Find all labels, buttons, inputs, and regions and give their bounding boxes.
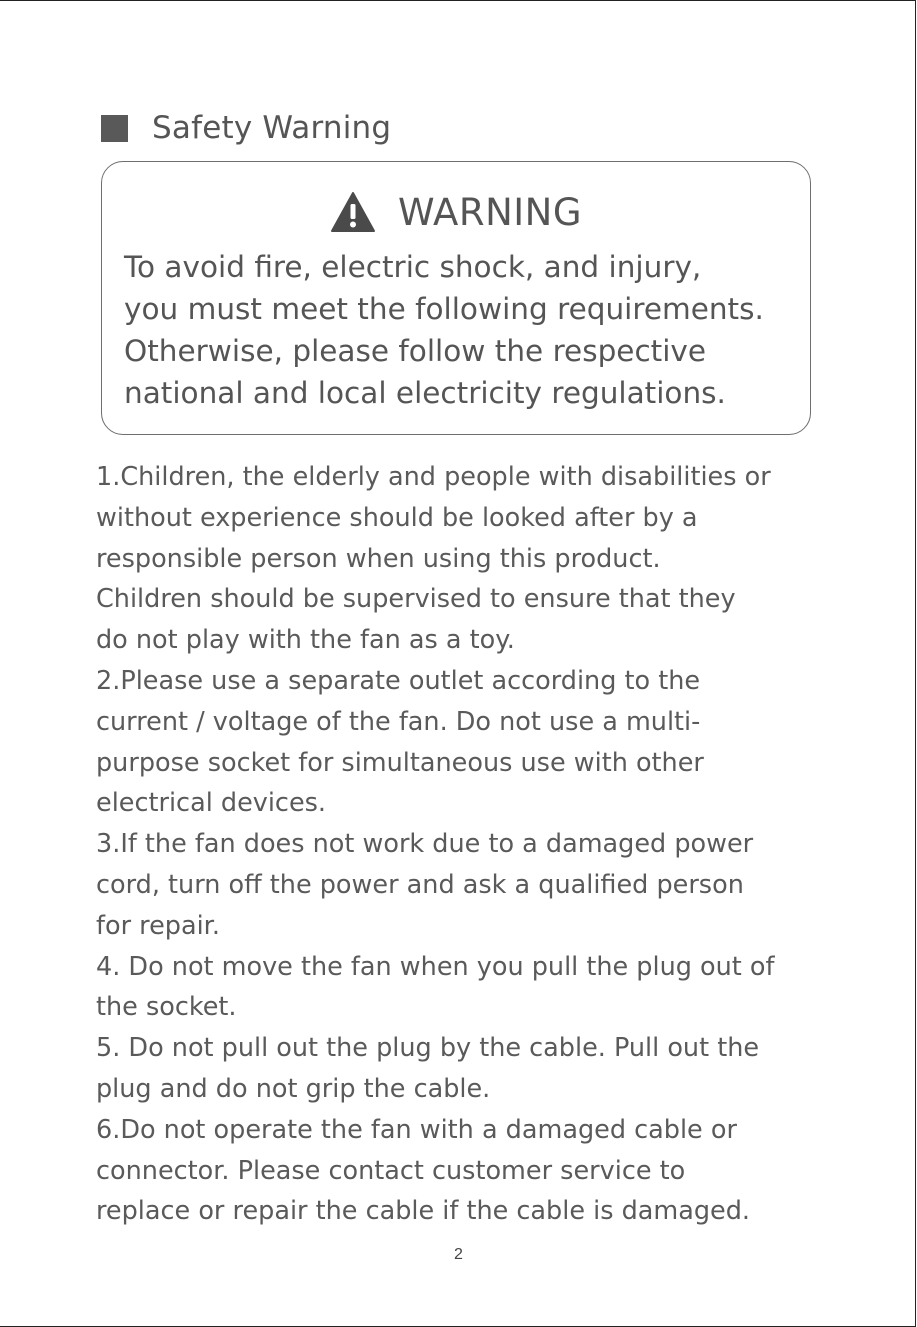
list-item-line: responsible person when using this product. xyxy=(96,543,661,574)
warning-box xyxy=(101,161,811,435)
list-item-line: current / voltage of the fan. Do not use a multi- xyxy=(96,706,701,737)
list-item-line: plug and do not grip the cable. xyxy=(96,1073,491,1104)
list-item xyxy=(96,1110,816,1232)
warning-triangle-icon xyxy=(330,191,376,233)
warning-line: To avoid fire, electric shock, and injury, xyxy=(124,250,702,284)
warning-title: WARNING xyxy=(397,190,583,234)
list-item-line: connector. Please contact customer service to xyxy=(96,1155,686,1186)
list-item-line: 3.If the fan does not work due to a damaged power xyxy=(96,829,754,860)
list-item-line: do not play with the fan as a toy. xyxy=(96,625,515,656)
list-item-line: 1.Children, the elderly and people with disabilities or xyxy=(96,462,771,492)
list-item xyxy=(96,947,816,1029)
warning-line: Otherwise, please follow the respective xyxy=(124,334,707,368)
list-item-line: Children should be supervised to ensure that they xyxy=(96,584,736,615)
list-item-line: the socket. xyxy=(96,992,237,1023)
warning-text xyxy=(124,246,764,414)
warning-line: you must meet the following requirements. xyxy=(124,292,764,326)
list-item-line: 5. Do not pull out the plug by the cable. Pull out the xyxy=(96,1033,760,1064)
list-item xyxy=(96,1028,816,1110)
section-title: Safety Warning xyxy=(152,110,392,146)
list-item-line: 2.Please use a separate outlet according to the xyxy=(96,665,701,696)
list-item xyxy=(96,457,816,661)
list-item-line: without experience should be looked after by a xyxy=(96,502,698,533)
list-item xyxy=(96,661,816,824)
list-item-line: replace or repair the cable if the cable is damaged. xyxy=(96,1196,751,1227)
requirements-list xyxy=(96,457,816,1232)
list-item-line: for repair. xyxy=(96,910,220,941)
heading-square-icon xyxy=(101,115,128,142)
list-item-line: cord, turn off the power and ask a qualified person xyxy=(96,869,744,900)
list-item-line: 4. Do not move the fan when you pull the plug out of xyxy=(96,951,775,982)
list-item xyxy=(96,824,816,946)
list-item-line: 6.Do not operate the fan with a damaged cable or xyxy=(96,1114,737,1145)
section-heading xyxy=(101,104,391,152)
warning-line: national and local electricity regulations. xyxy=(124,376,726,410)
list-item-line: purpose socket for simultaneous use with other xyxy=(96,747,704,778)
page-number: 2 xyxy=(454,1246,463,1263)
warning-header xyxy=(102,186,810,238)
list-item-line: electrical devices. xyxy=(96,788,327,819)
